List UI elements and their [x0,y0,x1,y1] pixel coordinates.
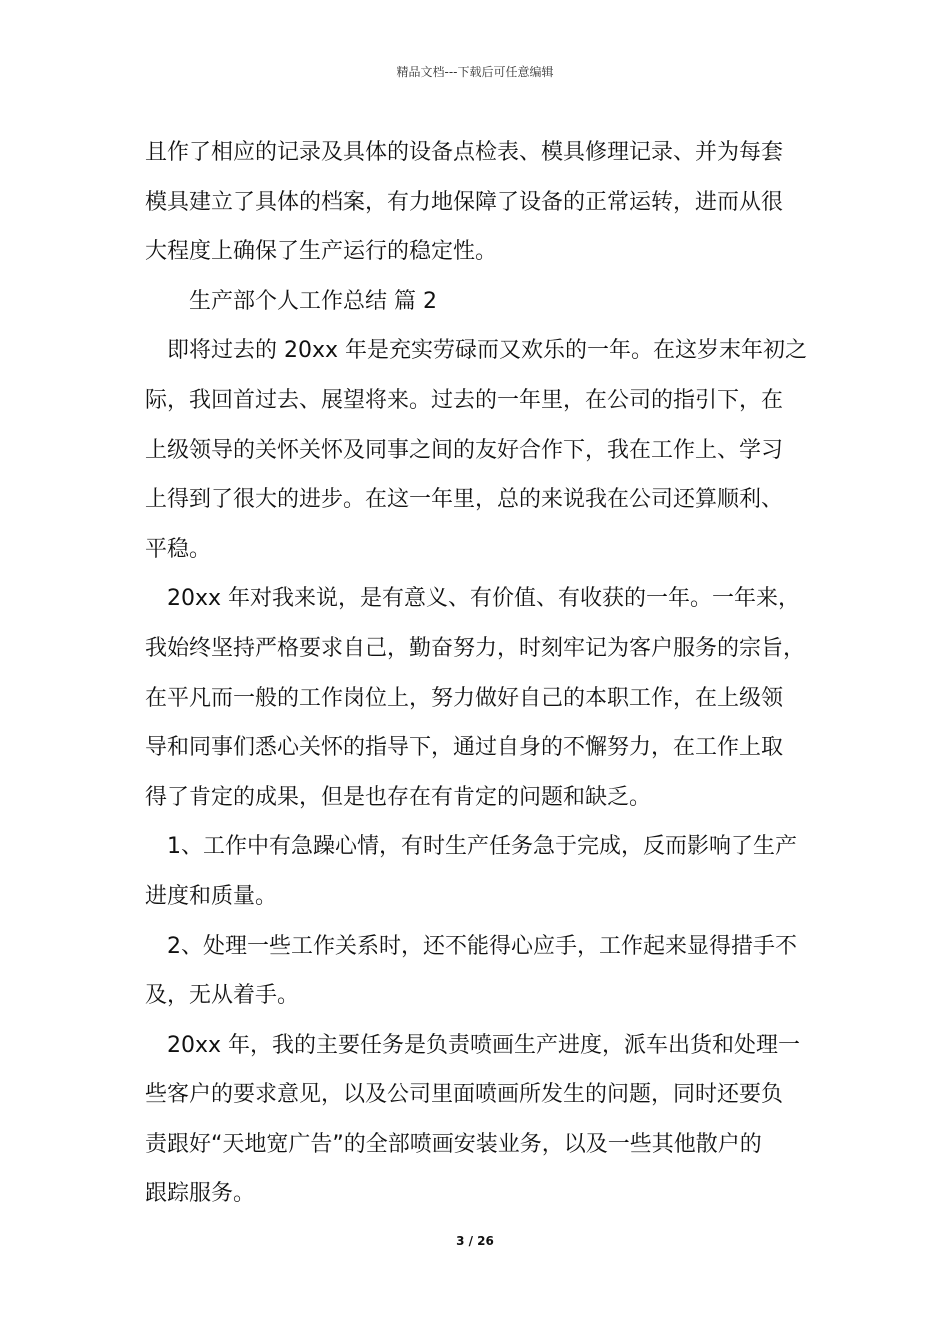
section-heading: 生产部个人工作总结 篇 2 [189,288,437,314]
body-line: 我始终坚持严格要求自己，勤奋努力，时刻牢记为客户服务的宗旨， [145,635,806,661]
body-line: 即将过去的 20xx 年是充实劳碌而又欢乐的一年。在这岁末年初之 [167,338,808,364]
page-number: 3 / 26 [456,1234,494,1248]
body-line: 上得到了很大的进步。在这一年里，总的来说我在公司还算顺利、 [145,487,784,513]
body-line: 导和同事们悉心关怀的指导下，通过自身的不懈努力，在工作上取 [145,735,784,761]
body-line: 20xx 年对我来说，是有意义、有价值、有收获的一年。一年来， [167,586,801,612]
body-line: 些客户的要求意见，以及公司里面喷画所发生的问题，同时还要负 [145,1082,784,1108]
body-line: 上级领导的关怀关怀及同事之间的友好合作下，我在工作上、学习 [145,437,784,463]
body-line: 平稳。 [145,536,212,562]
list-item: 1、工作中有急躁心情，有时生产任务急于完成，反而影响了生产 [167,834,797,860]
body-line: 大程度上确保了生产运行的稳定性。 [145,239,498,265]
page-header: 精品文档---下载后可任意编辑 [396,65,554,79]
body-line: 模具建立了具体的档案，有力地保障了设备的正常运转，进而从很 [145,189,784,215]
list-item: 2、处理一些工作关系时，还不能得心应手，工作起来显得措手不 [167,933,797,959]
body-line: 及，无从着手。 [145,983,300,1009]
body-line: 责跟好“天地宽广告”的全部喷画安装业务，以及一些其他散户的 [145,1131,762,1157]
body-line: 进度和质量。 [145,883,278,909]
document-body [145,128,815,1219]
body-line: 且作了相应的记录及具体的设备点检表、模具修理记录、并为每套 [145,140,784,165]
body-line: 跟踪服务。 [145,1181,256,1207]
body-line: 20xx 年，我的主要任务是负责喷画生产进度，派车出货和处理一 [167,1032,801,1058]
body-line: 在平凡而一般的工作岗位上，努力做好自己的本职工作，在上级领 [145,685,784,711]
body-line: 得了肯定的成果，但是也存在有肯定的问题和缺乏。 [145,784,652,810]
body-line: 际，我回首过去、展望将来。过去的一年里，在公司的指引下，在 [145,387,784,413]
